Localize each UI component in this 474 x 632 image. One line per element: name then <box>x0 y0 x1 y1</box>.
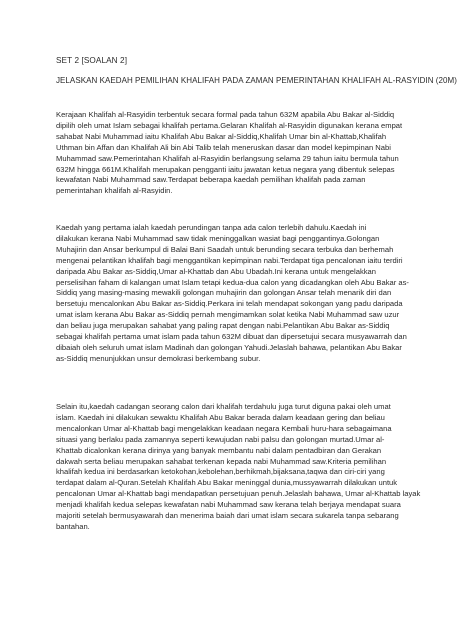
paragraph-line: Kerajaan Khalifah al-Rasyidin terbentuk secara formal pada tahun 632M apabila Abu Bakar al-Siddiq <box>56 110 395 119</box>
paragraph-line: mengenai pelantikan khalifah bagi menggantikan kepimpinan nabi.Terdapat tiga pencalonan iaitu terdiri <box>56 255 403 265</box>
paragraph-line: daripada Abu Bakar as-Siddiq,Umar al-Khattab dan Abu Ubadah.Ini kerana untuk mengelakkan <box>56 266 376 276</box>
paragraph-line: perselisihan faham di kalangan umat Islam tetapi kedua-dua calon yang dicadangkan oleh Abu Bakar as- <box>56 277 409 287</box>
paragraph-line: pencalonan Umar al-Khattab bagi mendapatkan persetujuan penuh.Jelaslah bahawa, Umar al-Khattab layak <box>56 489 421 499</box>
paragraph-line: islam. Kaedah ini dilakukan sewaktu Khalifah Abu Bakar berada dalam keadaan gering dan beliau <box>56 412 385 422</box>
paragraph-line: dan beliau juga merupakan sahabat yang paling rapat dengan nabi.Pelantikan Abu Bakar as-Siddiq <box>56 321 390 331</box>
paragraph-first-method <box>56 223 430 365</box>
paragraph-second-method <box>56 402 430 533</box>
set-label: SET 2 [SOALAN 2] <box>56 56 128 65</box>
paragraph-line: sebagai khalifah pertama umat islam pada tahun 632M dibuat dan dipersetujui secara musyawarrah dan <box>56 332 407 342</box>
paragraph-line: sahabat Nabi Muhammad iaitu Khalifah Abu Bakar al-Siddiq,Khalifah Umar bin al-Khattab,Khalifah <box>56 131 387 141</box>
paragraph-line: khalifah kedua ini berdasarkan ketokohan,kebolehan,berhikmah,bijaksana,taqwa dan ciri-ciri yang <box>56 467 385 477</box>
paragraph-line: dipilih oleh umat Islam sebagai khalifah pertama.Gelaran Khalifah al-Rasyidin digunakan kerana empat <box>56 120 403 130</box>
question-heading: JELASKAN KAEDAH PEMILIHAN KHALIFAH PADA ZAMAN PEMERINTAHAN KHALIFAH AL-RASYIDIN (20M) <box>56 76 457 85</box>
paragraph-line: situasi yang berlaku pada zamannya seperti kewujudan nabi palsu dan golongan murtad.Umar al- <box>56 434 385 444</box>
paragraph-line: Muhajirin dan Ansar berkumpul di Balai Bani Saadah untuk berunding secara terbuka dan berhemah <box>56 244 394 254</box>
paragraph-line: dibaiah oleh seluruh umat islam Madinah dan golongan Yahudi.Jelaslah bahawa, pelantikan Abu Bakar <box>56 342 402 352</box>
paragraph-line: menjadi khalifah kedua selepas kewafatan nabi Muhammad saw kerana telah berjaya mendapat suara <box>56 500 401 510</box>
paragraph-line: dakwah serta beliau merupakan sahabat terkenan kepada nabi Muhammad saw.Kriteria pemilihan <box>56 456 387 466</box>
paragraph-introduction <box>56 110 430 197</box>
paragraph-line: umat islam kerana Abu Bakar as-Siddiq pernah mengimamkan solat ketika Nabi Muhammad saw uzur <box>56 310 400 320</box>
paragraph-line: Muhammad saw.Pemerintahan Khalifah al-Rasyidin berlangsung selama 29 tahun iaitu bermula tahun <box>56 153 399 163</box>
paragraph-line: bersetuju mencalonkan Abu Bakar as-Siddiq.Perkara ini telah mendapat sokongan yang padu daripada <box>56 299 403 309</box>
paragraph-line: 632M hingga 661M.Khalifah merupakan pengganti iaitu jawatan ketua negara yang dibentuk selepas <box>56 164 395 174</box>
paragraph-line: as-Siddiq menunjukkan unsur demokrasi berkembang subur. <box>56 353 261 363</box>
paragraph-line: majoriti setelah bermusyawarah dan menerima baiah dari umat islam secara sukarela tanpa sebarang <box>56 511 399 521</box>
paragraph-line: Kaedah yang pertama ialah kaedah perundingan tanpa ada calon terlebih dahulu.Kaedah ini <box>56 223 367 232</box>
paragraph-line: Uthman bin Affan dan Khalifah Ali bin Abi Talib telah meneruskan dasar dan model kepimpinan Nabi <box>56 142 391 152</box>
paragraph-line: mencalonkan Umar al-Khattab bagi mengelakkan keadaan negara Kembali huru-hara sebagaimana <box>56 423 392 433</box>
paragraph-line: Selain itu,kaedah cadangan seorang calon dari khalifah terdahulu juga turut diguna pakai oleh umat <box>56 402 391 411</box>
paragraph-line: Khattab dicalonkan kerana dirinya yang banyak membantu nabi dalam pentadbiran dan Gerakan <box>56 445 382 455</box>
paragraph-line: terdapat dalam al-Quran.Setelah Khalifah Abu Bakar meninggal dunia,mussyawarrah dilakukan untuk <box>56 478 398 488</box>
paragraph-line: bantahan. <box>56 521 90 531</box>
paragraph-line: pemerintahan khalifah al-Rasyidin. <box>56 186 173 196</box>
paragraph-line: kewafatan Nabi Muhammad saw.Terdapat beberapa kaedah pemilihan khalifah pada zaman <box>56 175 366 185</box>
paragraph-line: Siddiq yang masing-masing mewakili golongan muhajirin dan golongan Ansar telah menarik diri dan <box>56 288 392 298</box>
paragraph-line: dilakukan kerana Nabi Muhammad saw tidak meninggalkan wasiat bagi penggantinya.Golongan <box>56 233 380 243</box>
